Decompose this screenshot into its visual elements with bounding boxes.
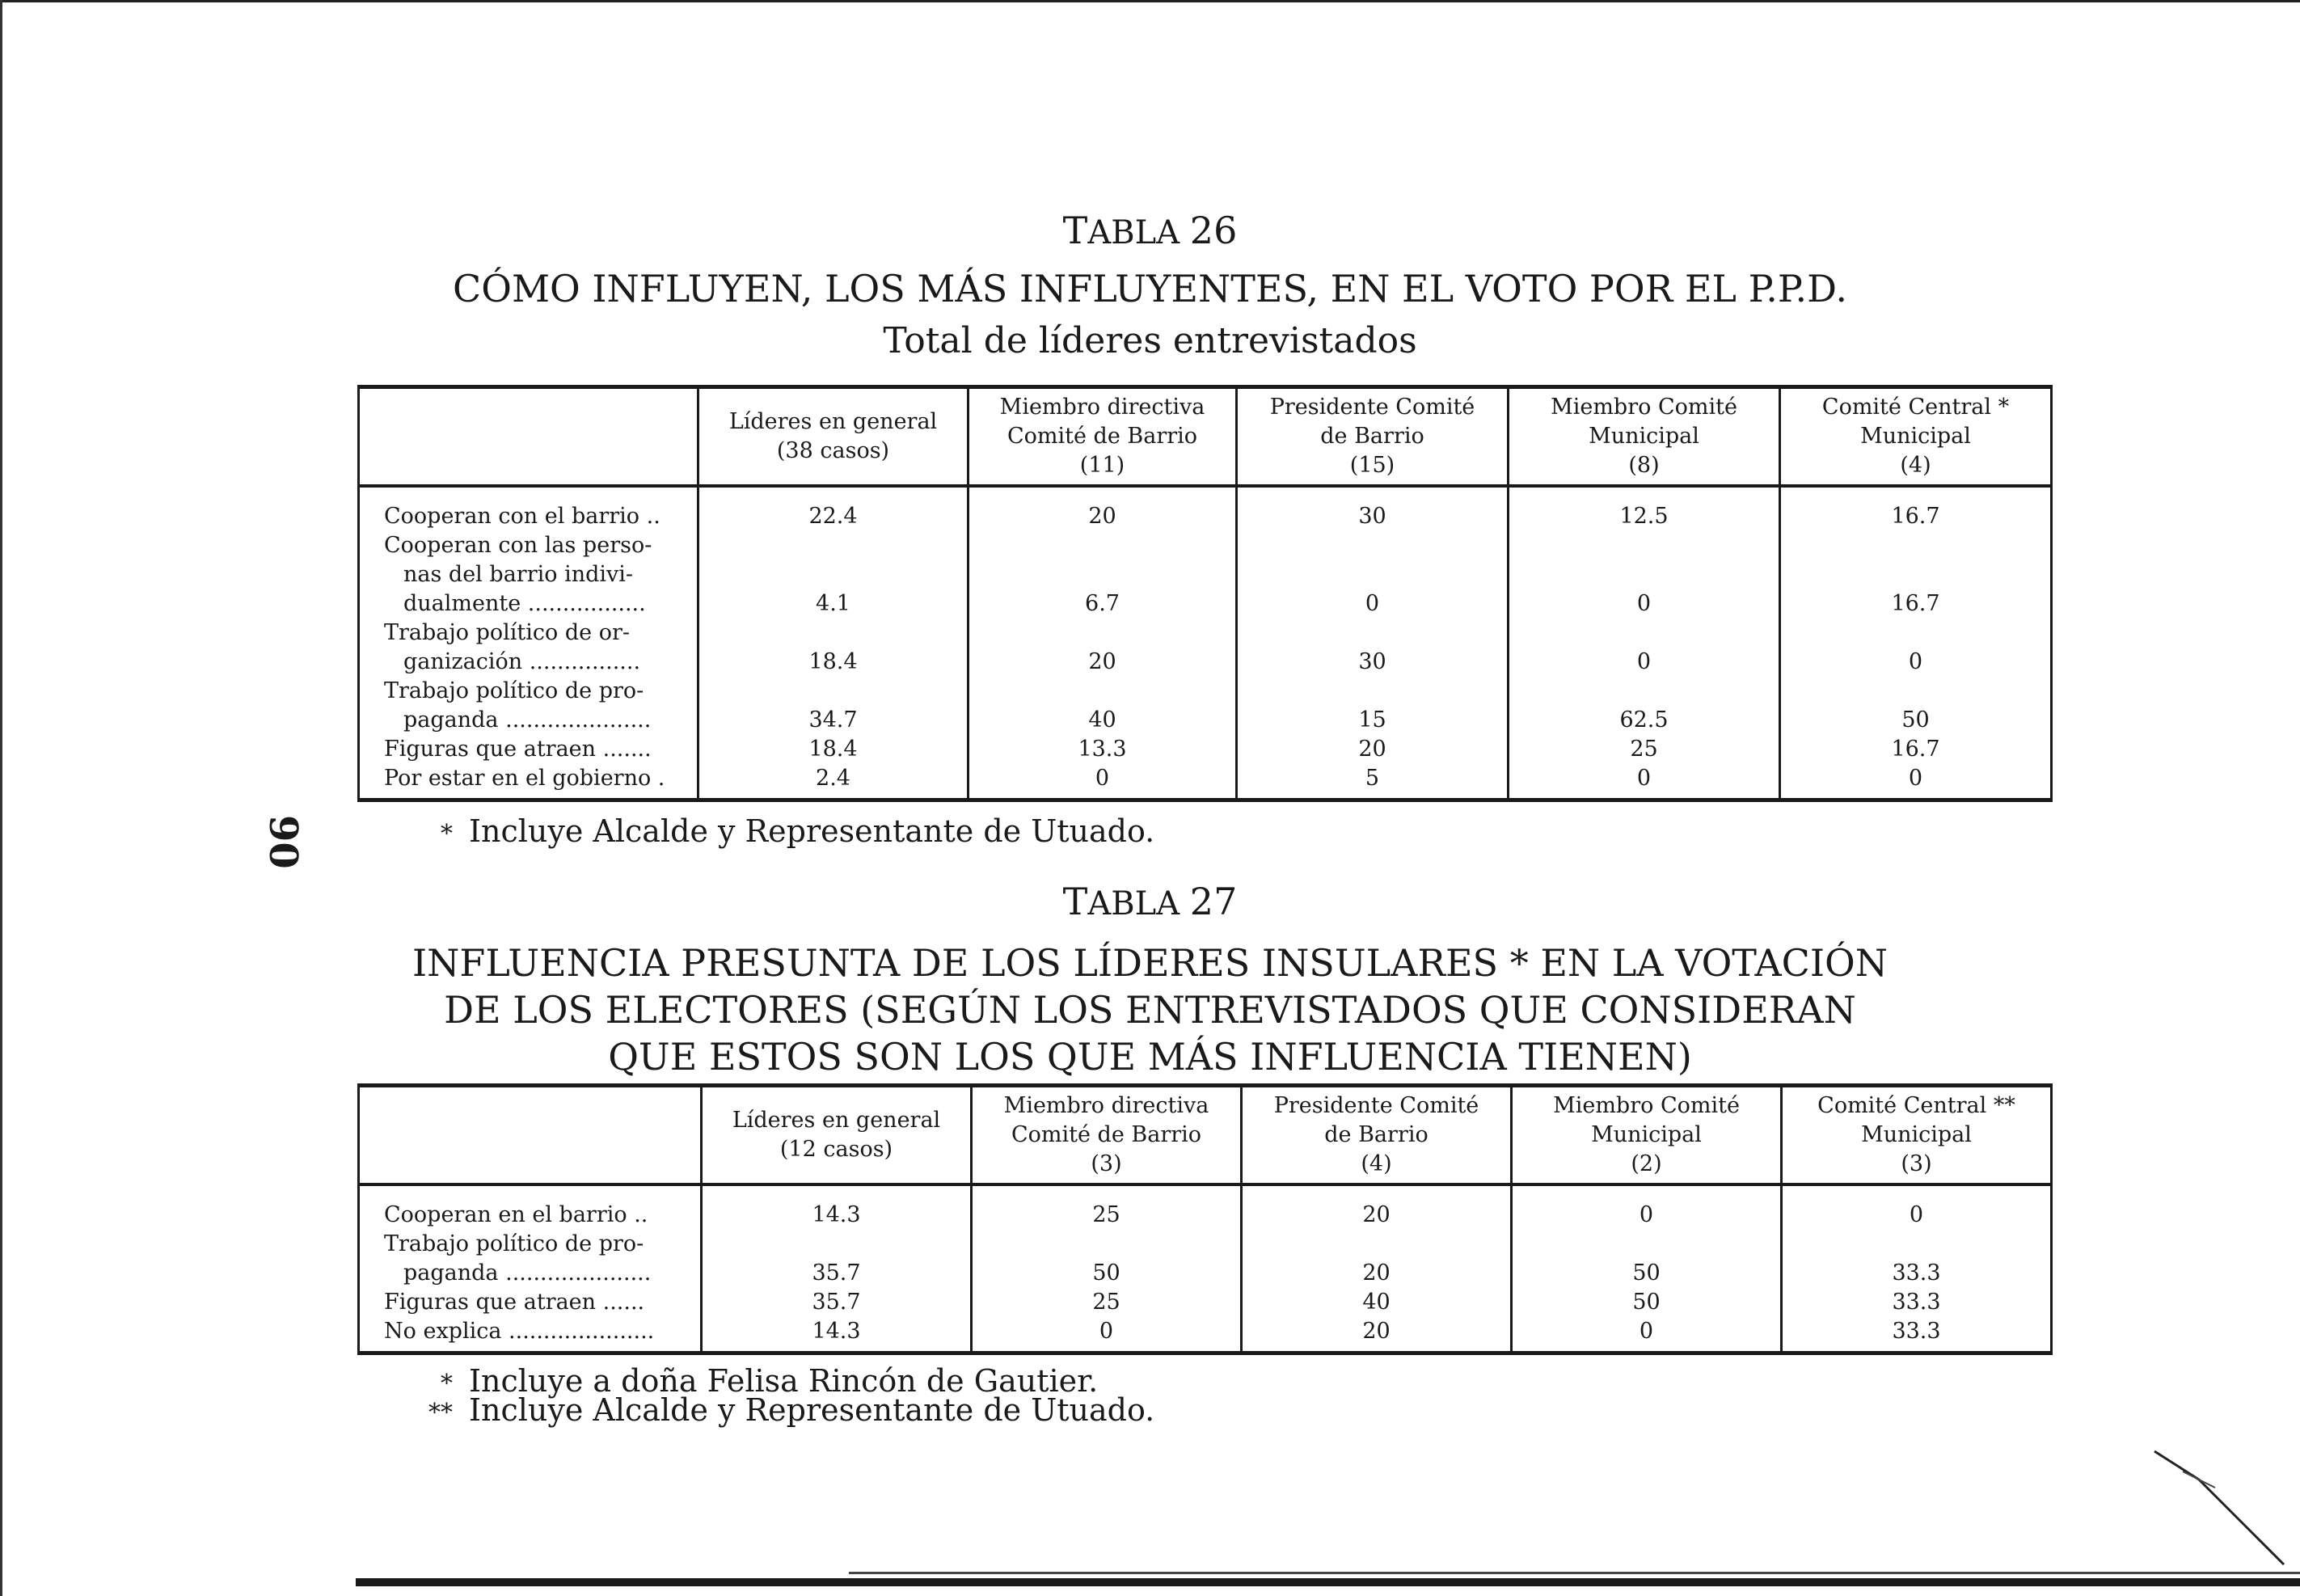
- cell-value: 12.5: [1509, 486, 1780, 531]
- table-27-title-line: INFLUENCIA PRESUNTA DE LOS LÍDERES INSULARES * EN LA VOTACIÓN: [412, 941, 1888, 985]
- table-26-header-miembro-municipal: Miembro Comité Municipal (8): [1509, 387, 1780, 486]
- table-27-header-presidente: Presidente Comité de Barrio (4): [1242, 1086, 1512, 1184]
- table-26-title: CÓMO INFLUYEN, LOS MÁS INFLUYENTES, EN EL VOTO POR EL P.P.D.: [453, 267, 1847, 310]
- cell-value: 0: [1509, 619, 1780, 677]
- cell-value: 0: [972, 1317, 1242, 1353]
- cell-value: 2.4: [698, 764, 969, 800]
- page-number: 90: [260, 815, 306, 869]
- cell-value: 0: [1512, 1184, 1782, 1230]
- cell-value: 20: [1242, 1184, 1512, 1230]
- table-27-header-comite-central: Comité Central ** Municipal (3): [1782, 1086, 2052, 1184]
- table-26-header-directiva: Miembro directiva Comité de Barrio (11): [969, 387, 1237, 486]
- cell-value: 25: [1509, 735, 1780, 764]
- cell-value: 0: [1237, 531, 1509, 619]
- row-label: Trabajo político de or- ganización ................: [384, 619, 641, 674]
- cell-value: 14.3: [702, 1184, 972, 1230]
- cell-value: 50: [1512, 1288, 1782, 1317]
- footnote-text: Incluye Alcalde y Representante de Utuado.: [469, 1392, 1155, 1428]
- table-row: [359, 735, 2052, 764]
- cell-value: 33.3: [1782, 1288, 2052, 1317]
- table-row: [359, 764, 2052, 800]
- cell-value: 13.3: [969, 735, 1237, 764]
- table-row: [359, 1230, 2052, 1288]
- table-27-header-miembro-municipal: Miembro Comité Municipal (2): [1512, 1086, 1782, 1184]
- cell-value: 0: [1782, 1184, 2052, 1230]
- table-row: [359, 486, 2052, 531]
- table-26-footnote: [404, 813, 1154, 849]
- row-label: No explica .....................: [384, 1318, 655, 1344]
- cell-value: 18.4: [698, 619, 969, 677]
- cell-value: 0: [1780, 619, 2052, 677]
- table-27-title: [0, 939, 2300, 1080]
- page-curl-mark: [2150, 1447, 2288, 1569]
- table-row: [359, 531, 2052, 619]
- table-26-label-initial: T: [1062, 209, 1088, 252]
- table-row: [359, 1184, 2052, 1230]
- table-27-label: [0, 880, 2300, 923]
- footnote-mark: **: [428, 1399, 453, 1427]
- footnote-text: Incluye Alcalde y Representante de Utuado.: [469, 813, 1155, 849]
- table-26-label-number: 26: [1189, 209, 1238, 252]
- cell-value: 20: [1237, 735, 1509, 764]
- footnote-mark: *: [441, 820, 453, 848]
- cell-value: 16.7: [1780, 531, 2052, 619]
- cell-value: 16.7: [1780, 486, 2052, 531]
- cell-value: 15: [1237, 677, 1509, 735]
- cell-value: 34.7: [698, 677, 969, 735]
- row-label: Por estar en el gobierno .: [384, 765, 665, 791]
- cell-value: 30: [1237, 486, 1509, 531]
- footnote-text: Incluye a doña Felisa Rincón de Gautier.: [469, 1363, 1099, 1399]
- cell-value: 35.7: [702, 1288, 972, 1317]
- cell-value: 0: [1512, 1317, 1782, 1353]
- cell-value: 40: [969, 677, 1237, 735]
- table-27-header-empty: [359, 1086, 702, 1184]
- table-27-title-line: QUE ESTOS SON LOS QUE MÁS INFLUENCIA TIENEN): [608, 1035, 1692, 1079]
- table-26-label-rest: ABLA: [1087, 214, 1180, 251]
- cell-value: 62.5: [1509, 677, 1780, 735]
- table-row: [359, 1317, 2052, 1353]
- table-26-label: [0, 209, 2300, 252]
- cell-value: 5: [1237, 764, 1509, 800]
- cell-value: 0: [1509, 764, 1780, 800]
- row-label: Trabajo político de pro- paganda .....................: [384, 678, 652, 733]
- cell-value: 20: [1242, 1317, 1512, 1353]
- row-label: Cooperan con las perso- nas del barrio indivi- dualmente .................: [384, 532, 652, 616]
- table-27-header-directiva: Miembro directiva Comité de Barrio (3): [972, 1086, 1242, 1184]
- cell-value: 0: [969, 764, 1237, 800]
- cell-value: 22.4: [698, 486, 969, 531]
- cell-value: 18.4: [698, 735, 969, 764]
- table-27-label-number: 27: [1189, 880, 1238, 923]
- cell-value: 4.1: [698, 531, 969, 619]
- table-27-header-lideres: Líderes en general (12 casos): [702, 1086, 972, 1184]
- row-label: Trabajo político de pro- paganda .....................: [384, 1231, 652, 1286]
- table-27-label-rest: ABLA: [1087, 885, 1180, 923]
- cell-value: 16.7: [1780, 735, 2052, 764]
- cell-value: 30: [1237, 619, 1509, 677]
- row-label: Figuras que atraen ......: [384, 1289, 645, 1315]
- scan-top-edge: [0, 0, 2300, 2]
- cell-value: 0: [1780, 764, 2052, 800]
- table-row: [359, 1288, 2052, 1317]
- cell-value: 20: [969, 619, 1237, 677]
- table-26-subtitle: Total de líderes entrevistados: [883, 320, 1417, 361]
- cell-value: 50: [972, 1230, 1242, 1288]
- scan-bottom-edge: [356, 1578, 2300, 1586]
- cell-value: 50: [1512, 1230, 1782, 1288]
- cell-value: 35.7: [702, 1230, 972, 1288]
- table-27-label-initial: T: [1062, 880, 1088, 923]
- table-26: [357, 385, 2053, 802]
- table-row: [359, 677, 2052, 735]
- row-label: Cooperan en el barrio ..: [384, 1201, 648, 1227]
- table-26-header-empty: [359, 387, 698, 486]
- table-27-title-line: DE LOS ELECTORES (SEGÚN LOS ENTREVISTADOS QUE CONSIDERAN: [444, 988, 1856, 1032]
- cell-value: 0: [1509, 531, 1780, 619]
- cell-value: 25: [972, 1288, 1242, 1317]
- cell-value: 20: [1242, 1230, 1512, 1288]
- cell-value: 25: [972, 1184, 1242, 1230]
- row-label: Figuras que atraen .......: [384, 736, 652, 762]
- table-27-footnote-2: [404, 1392, 1154, 1428]
- cell-value: 14.3: [702, 1317, 972, 1353]
- cell-value: 33.3: [1782, 1230, 2052, 1288]
- scan-bottom-edge-thin: [849, 1572, 2300, 1574]
- table-row: [359, 619, 2052, 677]
- cell-value: 33.3: [1782, 1317, 2052, 1353]
- footnote-mark: *: [441, 1370, 453, 1398]
- cell-value: 6.7: [969, 531, 1237, 619]
- table-26-header-presidente: Presidente Comité de Barrio (15): [1237, 387, 1509, 486]
- table-27-header-row: [359, 1086, 2052, 1184]
- table-26-header-lideres: Líderes en general (38 casos): [698, 387, 969, 486]
- cell-value: 50: [1780, 677, 2052, 735]
- table-26-header-comite-central: Comité Central * Municipal (4): [1780, 387, 2052, 486]
- table-26-header-row: [359, 387, 2052, 486]
- row-label: Cooperan con el barrio ..: [384, 503, 660, 529]
- cell-value: 20: [969, 486, 1237, 531]
- table-27: [357, 1083, 2053, 1355]
- cell-value: 40: [1242, 1288, 1512, 1317]
